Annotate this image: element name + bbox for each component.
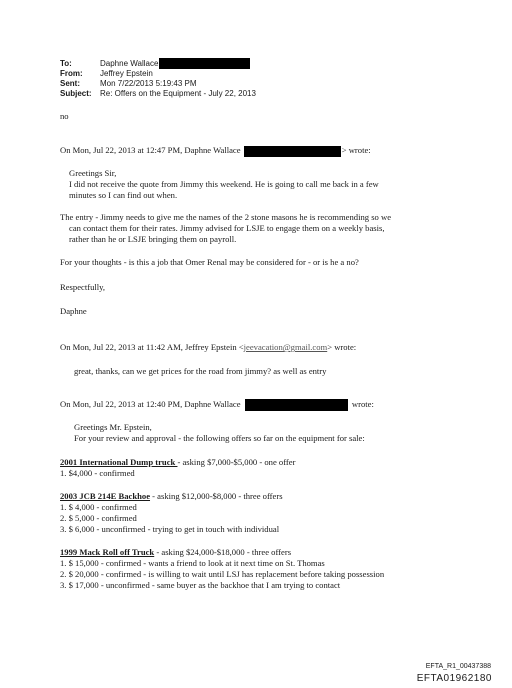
header-sent-row [60, 79, 256, 89]
email-link[interactable]: jeevacation@gmail.com [243, 342, 328, 352]
from-label: From: [60, 69, 83, 78]
subject-value: Re: Offers on the Equipment - July 22, 2013 [100, 89, 256, 98]
redaction-box [245, 399, 348, 411]
quote3-greeting: Greetings Mr. Epstein, [74, 422, 152, 432]
sent-value: Mon 7/22/2013 5:19:43 PM [100, 79, 197, 88]
offer-line: 2. $ 20,000 - confirmed - is willing to wait until LSJ has replacement before taking possession [60, 569, 385, 579]
quote2-intro-prefix: On Mon, Jul 22, 2013 at 11:42 AM, Jeffrey Epstein < [60, 342, 244, 352]
offer-line: 1. $ 15,000 - confirmed - wants a friend to look at it next time on St. Thomas [60, 558, 325, 568]
quote2-body: great, thanks, can we get prices for the road from jimmy? as well as entry [74, 366, 327, 376]
quote1-line: I did not receive the quote from Jimmy this weekend. He is going to call me back in a few [69, 179, 379, 189]
equipment-item-title-row [60, 491, 283, 502]
quote1-para2-line: rather than he or LSJE bringing them on payroll. [69, 234, 237, 244]
quote1-intro-suffix: > wrote: [341, 145, 371, 155]
from-value: Jeffrey Epstein [100, 69, 153, 78]
redaction-box [244, 146, 341, 157]
equipment-title: 2001 International Dump truck [60, 457, 178, 467]
redaction-box [159, 58, 250, 69]
to-label: To: [60, 59, 72, 68]
quote2-intro [60, 342, 356, 353]
header-subject-row [60, 89, 256, 99]
equipment-title: 1999 Mack Roll off Truck [60, 547, 155, 557]
quote1-intro-prefix: On Mon, Jul 22, 2013 at 12:47 PM, Daphne Wallace [60, 145, 241, 155]
sent-label: Sent: [60, 79, 80, 88]
quote1-intro [60, 145, 371, 157]
bates-code-small: EFTA_R1_00437388 [425, 663, 491, 670]
quote1-line: minutes so I can find out when. [69, 190, 178, 200]
quote3-intro-prefix: On Mon, Jul 22, 2013 at 12:40 PM, Daphne Wallace [60, 399, 241, 409]
equipment-detail: - asking $24,000-$18,000 - three offers [154, 547, 292, 557]
to-value: Daphne Wallace [100, 59, 159, 68]
equipment-detail: - asking $12,000-$8,000 - three offers [150, 491, 283, 501]
quote1-para2-line: can contact them for their rates. Jimmy advised for LSJE to engage them on a weekly basis, [69, 223, 385, 233]
quote3-body: For your review and approval - the following offers so far on the equipment for sale: [74, 433, 365, 443]
quote2-intro-suffix: > wrote: [327, 342, 357, 352]
offer-line: 3. $ 17,000 - unconfirmed - same buyer as the backhoe that I am trying to contact [60, 580, 341, 590]
equipment-item-title-row [60, 547, 291, 558]
header-from-row [60, 69, 256, 79]
quote3-intro [60, 399, 374, 411]
quote1-para3: For your thoughts - is this a job that Omer Renal may be considered for - or is he a no? [60, 257, 359, 267]
quote1-para2-line: The entry - Jimmy needs to give me the names of the 2 stone masons he is recommending so we [60, 212, 392, 222]
offer-line: 1. $4,000 - confirmed [60, 468, 135, 478]
reply-text: no [60, 111, 69, 121]
equipment-item-title-row [60, 457, 295, 468]
bates-code-large: EFTA01962180 [416, 673, 492, 684]
equipment-detail: - asking $7,000-$5,000 - one offer [177, 457, 296, 467]
offer-line: 2. $ 5,000 - confirmed [60, 513, 137, 523]
offer-line: 3. $ 6,000 - unconfirmed - trying to get in touch with individual [60, 524, 280, 534]
subject-label: Subject: [60, 89, 92, 98]
quote1-greeting: Greetings Sir, [69, 168, 117, 178]
quote1-signature: Daphne [60, 306, 87, 316]
equipment-title: 2003 JCB 214E Backhoe [60, 491, 151, 501]
header-to-row [60, 59, 256, 69]
quote3-intro-suffix: wrote: [351, 399, 374, 409]
quote1-closing: Respectfully, [60, 282, 106, 292]
email-header [60, 59, 256, 99]
offer-line: 1. $ 4,000 - confirmed [60, 502, 137, 512]
